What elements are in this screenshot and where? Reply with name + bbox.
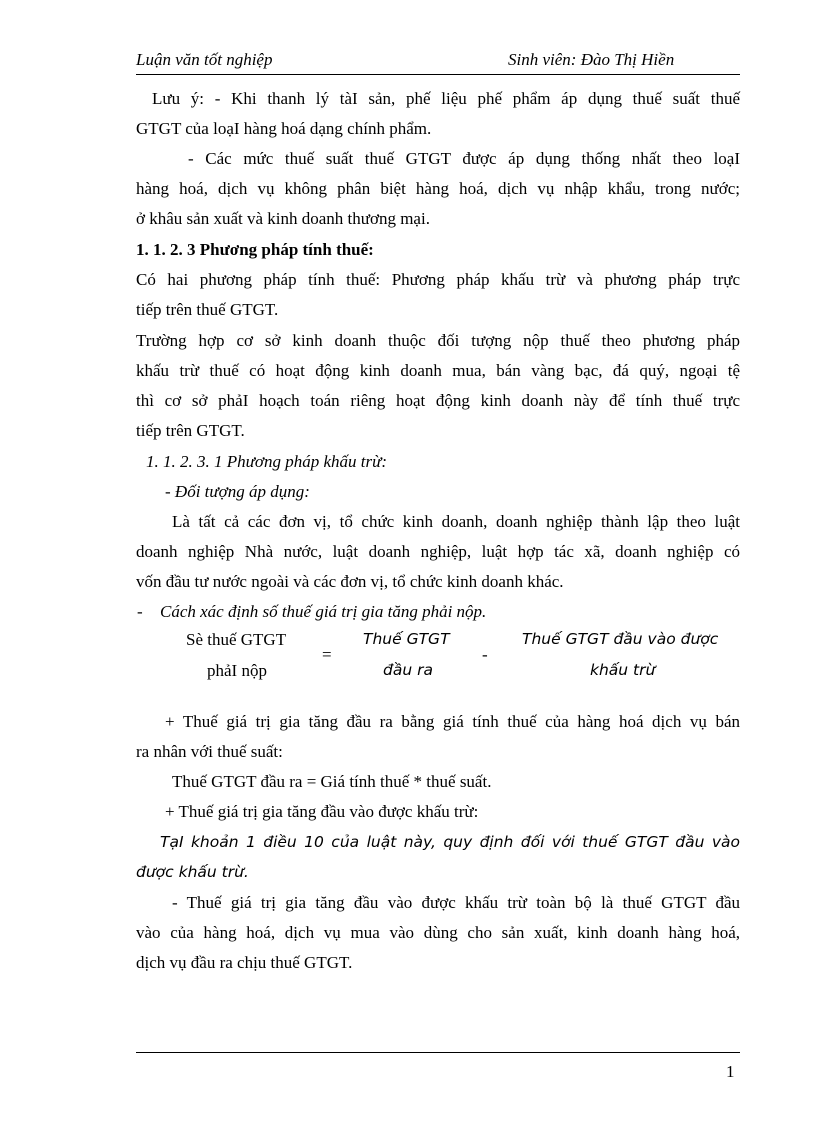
formula-input-tax-line-2: khấu trừ bbox=[590, 661, 656, 679]
input-tax-reference-line-2: được khấu trừ. bbox=[136, 863, 249, 881]
formula-lhs-line-1: Sè thuế GTGT bbox=[186, 630, 287, 649]
input-tax-line-2: vào của hàng hoá, dịch vụ mua vào dùng cho sản xuất, kinh doanh hàng hoá, bbox=[136, 923, 740, 942]
applicable-line-1: Là tất cả các đơn vị, tổ chức kinh doanh, doanh nghiệp thành lập theo luật bbox=[172, 512, 740, 531]
note-line-4: hàng hoá, dịch vụ không phân biệt hàng hoá, dịch vụ nhập khẩu, trong nước; bbox=[136, 179, 740, 198]
input-tax-line-1: - Thuế giá trị gia tăng đầu vào được khấu trừ toàn bộ là thuế GTGT đầu bbox=[172, 893, 740, 912]
input-tax-heading: + Thuế giá trị gia tăng đầu vào được khấu trừ: bbox=[165, 802, 479, 821]
input-tax-reference-line-1: TạI khoản 1 điều 10 của luật này, quy định đối với thuế GTGT đầu vào bbox=[160, 833, 740, 851]
note-line-2: GTGT của loạI hàng hoá dạng chính phẩm. bbox=[136, 119, 432, 138]
method-dash: - bbox=[137, 602, 143, 621]
output-tax-line-2: ra nhân với thuế suất: bbox=[136, 742, 283, 761]
subsection-heading: 1. 1. 2. 3. 1 Phương pháp khấu trừ: bbox=[146, 452, 388, 471]
note-line-5: ở khâu sản xuất và kinh doanh thương mại. bbox=[136, 209, 430, 228]
input-tax-line-3: dịch vụ đầu ra chịu thuế GTGT. bbox=[136, 953, 353, 972]
page-header bbox=[136, 50, 740, 75]
section-heading: 1. 1. 2. 3 Phương pháp tính thuế: bbox=[136, 240, 374, 259]
method-label: Cách xác định số thuế giá trị gia tăng phải nộp. bbox=[160, 602, 487, 621]
note-line-1: Lưu ý: - Khi thanh lý tàI sản, phế liệu phế phẩm áp dụng thuế suất thuế bbox=[152, 89, 740, 108]
note-line-3: - Các mức thuế suất thuế GTGT được áp dụng thống nhất theo loạI bbox=[188, 149, 740, 168]
formula-lhs-line-2: phảI nộp bbox=[207, 661, 267, 680]
case-line-4: tiếp trên GTGT. bbox=[136, 421, 245, 440]
case-line-2: khấu trừ thuế có hoạt động kinh doanh mua, bán vàng bạc, đá quý, ngoại tệ bbox=[136, 361, 740, 380]
page-number: 1 bbox=[726, 1062, 735, 1081]
header-thesis-title: Luận văn tốt nghiệp bbox=[136, 50, 273, 69]
formula-output-tax-line-1: Thuế GTGT bbox=[363, 630, 450, 648]
case-line-3: thì cơ sở phảI hoạch toán riêng hoạt động kinh doanh này để tính thuế trực bbox=[136, 391, 740, 410]
case-line-1: Trường hợp cơ sở kinh doanh thuộc đối tượng nộp thuế theo phương pháp bbox=[136, 331, 740, 350]
applicable-line-3: vốn đầu tư nước ngoài và các đơn vị, tổ chức kinh doanh khác. bbox=[136, 572, 564, 591]
footer-rule bbox=[136, 1052, 740, 1053]
output-tax-line-1: + Thuế giá trị gia tăng đầu ra bằng giá tính thuế của hàng hoá dịch vụ bán bbox=[165, 712, 740, 731]
methods-line-1: Có hai phương pháp tính thuế: Phương pháp khấu trừ và phương pháp trực bbox=[136, 270, 740, 289]
formula-equals: = bbox=[322, 645, 332, 664]
methods-line-2: tiếp trên thuế GTGT. bbox=[136, 300, 279, 319]
output-tax-formula: Thuế GTGT đầu ra = Giá tính thuế * thuế suất. bbox=[172, 772, 492, 791]
applicable-label: - Đối tượng áp dụng: bbox=[165, 482, 310, 501]
header-student-name: Sinh viên: Đào Thị Hiền bbox=[508, 50, 675, 69]
formula-output-tax-line-2: đầu ra bbox=[383, 661, 433, 679]
formula-input-tax-line-1: Thuế GTGT đầu vào được bbox=[522, 630, 719, 648]
applicable-line-2: doanh nghiệp Nhà nước, luật doanh nghiệp, luật hợp tác xã, doanh nghiệp có bbox=[136, 542, 740, 561]
formula-minus: - bbox=[482, 645, 488, 664]
